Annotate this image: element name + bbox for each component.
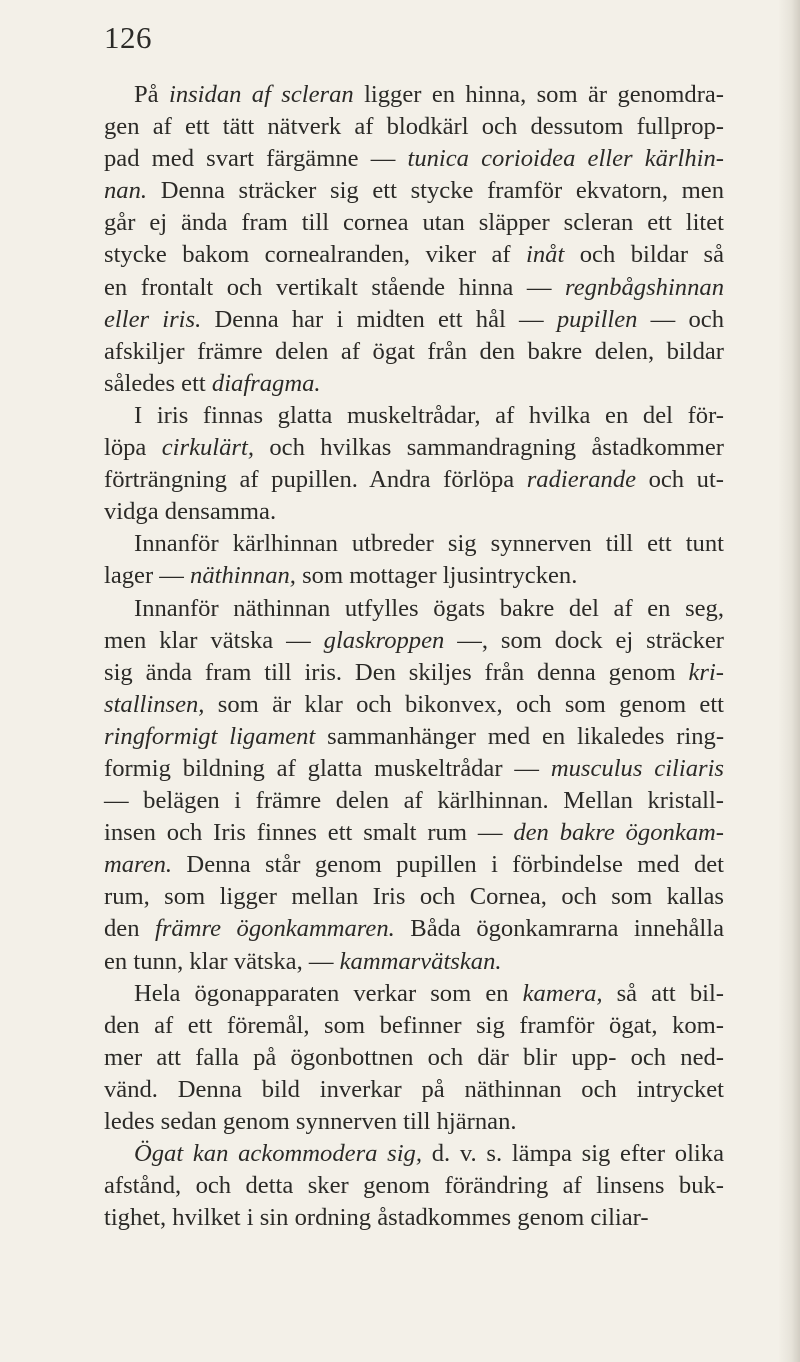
text-run: — belägen i främre delen af kärlhinnan. Mellan kristall- (104, 787, 724, 815)
italic-term: den bakre ögonkam- (513, 819, 724, 847)
text-run: rum, som ligger mellan Iris och Cornea, och som kallas (104, 883, 724, 911)
italic-term: maren. (104, 851, 173, 879)
text-line (104, 849, 724, 881)
text-line (104, 817, 724, 849)
italic-term: diafragma. (211, 369, 321, 397)
text-line (104, 785, 724, 817)
paragraph (104, 528, 724, 592)
text-line (104, 304, 724, 336)
paragraph (104, 1138, 724, 1234)
text-line (104, 1042, 724, 1074)
text-line (104, 272, 724, 304)
text-run: stycke bakom cornealranden, viker af (104, 241, 527, 269)
text-run: ligger en hinna, som är genomdra- (353, 81, 724, 108)
text-run: vidga densamma. (104, 498, 277, 526)
italic-term: tunica corioidea eller kärlhin- (407, 145, 725, 173)
text-line (104, 946, 724, 978)
text-run: insen och Iris finnes ett smalt rum — (104, 819, 514, 847)
text-line (104, 368, 724, 400)
text-line (104, 657, 724, 689)
italic-term: kamera, (522, 979, 603, 1007)
text-run: förträngning af pupillen. Andra förlöpa (104, 466, 527, 494)
text-run: den af ett föremål, som befinner sig framför ögat, kom- (104, 1011, 724, 1039)
text-run: formig bildning af glatta muskeltrådar — (104, 754, 551, 782)
text-run: löpa (104, 434, 162, 462)
text-run: men klar vätska — (104, 626, 324, 654)
text-run: således ett (104, 369, 212, 397)
text-line (104, 1106, 724, 1138)
text-line (104, 753, 724, 785)
text-run: Innanför kärlhinnan utbreder sig synnerven till ett tunt (134, 530, 724, 558)
text-run: Denna står genom pupillen i förbindelse med det (172, 851, 724, 879)
paragraph (104, 400, 724, 528)
text-run: Båda ögonkamrarna innehålla (394, 915, 725, 943)
italic-term: regnbågshinnan (565, 273, 724, 301)
text-line (104, 978, 724, 1010)
text-line (104, 1138, 724, 1170)
text-run: sammanhänger med en likaledes ring- (315, 722, 725, 750)
text-line (104, 336, 724, 368)
text-run: —, som dock ej sträcker (444, 626, 724, 654)
text-run: I iris finnas glatta muskeltrådar, af hvilka en del för- (134, 401, 724, 429)
text-run: går ej ända fram till cornea utan släpper scleran ett litet (104, 209, 724, 237)
italic-term: inåt (526, 241, 565, 269)
italic-term: insidan af scleran (168, 81, 354, 108)
text-run: vänd. Denna bild inverkar på näthinnan och intrycket (104, 1075, 724, 1103)
text-line (104, 881, 724, 913)
paragraph (104, 79, 724, 400)
text-line (104, 464, 724, 496)
text-line (104, 432, 724, 464)
text-run: ledes sedan genom synnerven till hjärnan. (104, 1108, 517, 1135)
text-run: Hela ögonapparaten verkar som en (134, 979, 523, 1007)
italic-term: Ögat kan ackommodera sig, (134, 1140, 422, 1168)
italic-term: kammarvätskan. (339, 947, 502, 975)
text-line (104, 207, 724, 239)
italic-term: pupillen (556, 305, 638, 333)
text-run: pad med svart färgämne — (104, 145, 408, 173)
text-run: en tunn, klar vätska, — (104, 947, 340, 975)
text-line (104, 400, 724, 432)
text-line (104, 593, 724, 625)
text-line (104, 721, 724, 753)
text-run: och bildar så (564, 241, 724, 269)
text-line (104, 496, 724, 528)
italic-term: eller iris. (104, 305, 202, 333)
page-edge-shadow (778, 0, 800, 1362)
italic-term: kri- (688, 658, 724, 686)
body-text (104, 79, 724, 1234)
italic-term: glaskroppen (323, 626, 445, 654)
text-run: och hvilkas sammandragning åstadkommer (253, 434, 724, 462)
text-run: den (104, 915, 156, 943)
italic-term: nan. (104, 177, 148, 205)
text-line (104, 1170, 724, 1202)
text-line (104, 1010, 724, 1042)
paragraph (104, 593, 724, 978)
italic-term: radierande (526, 466, 637, 494)
text-run: så att bil- (602, 979, 724, 1007)
paragraph (104, 978, 724, 1138)
text-line (104, 239, 724, 271)
text-run: d. v. s. lämpa sig efter olika (422, 1140, 724, 1168)
italic-term: näthinnan, (190, 562, 296, 590)
text-run: afskiljer främre delen af ögat från den bakre delen, bildar (104, 337, 724, 365)
italic-term: cirkulärt, (161, 434, 254, 462)
text-line (104, 1202, 724, 1234)
text-run: och ut- (636, 466, 724, 494)
text-run: — och (637, 305, 724, 333)
italic-term: ringformigt ligament (104, 722, 316, 750)
text-run: tighet, hvilket i sin ordning åstadkommes genom ciliar- (104, 1204, 649, 1232)
text-line (104, 111, 724, 143)
text-run: som mottager ljusintrycken. (295, 562, 578, 590)
text-line (104, 913, 724, 945)
text-line (104, 528, 724, 560)
italic-term: främre ögonkammaren. (155, 915, 395, 943)
italic-term: musculus ciliaris (550, 754, 724, 782)
text-run: mer att falla på ögonbottnen och där blir upp- och ned- (104, 1043, 724, 1071)
text-line (104, 560, 724, 592)
text-run: sig ända fram till iris. Den skiljes från denna genom (104, 658, 689, 686)
text-run: På (134, 81, 169, 108)
text-run: Innanför näthinnan utfylles ögats bakre del af en seg, (134, 594, 724, 622)
page-number: 126 (104, 20, 152, 55)
text-run: Denna sträcker sig ett stycke framför ekvatorn, men (147, 177, 724, 205)
text-run: afstånd, och detta sker genom förändring af linsens buk- (104, 1172, 724, 1200)
text-run: Denna har i midten ett hål — (201, 305, 557, 333)
text-line (104, 175, 724, 207)
italic-term: stallinsen, (104, 690, 205, 718)
text-run: lager — (104, 562, 191, 590)
text-run: en frontalt och vertikalt stående hinna — (104, 273, 566, 301)
text-line (104, 625, 724, 657)
text-run: som är klar och bikonvex, och som genom ett (204, 690, 724, 718)
text-line (104, 1074, 724, 1106)
text-run: gen af ett tätt nätverk af blodkärl och dessutom fullprop- (104, 113, 724, 141)
text-line (104, 143, 724, 175)
text-line (104, 79, 724, 111)
text-line (104, 689, 724, 721)
